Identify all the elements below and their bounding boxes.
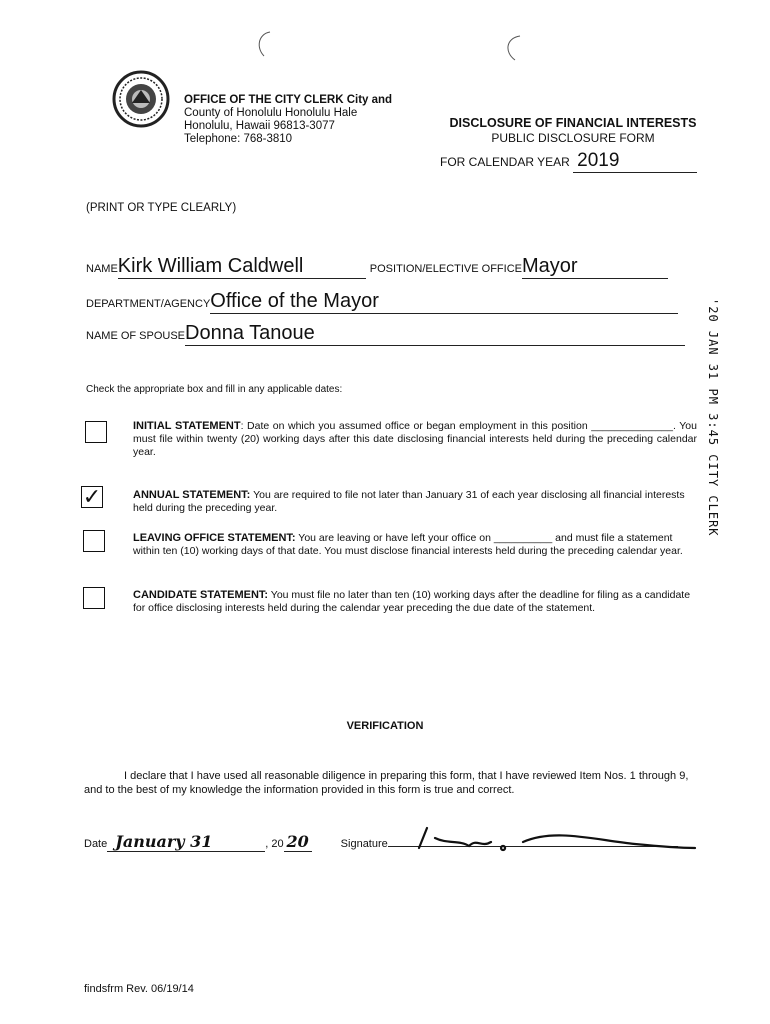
signature-scrawl-icon [405, 818, 705, 858]
scan-marks-icon [240, 24, 540, 64]
year-field[interactable] [284, 832, 312, 852]
print-note: (PRINT OR TYPE CLEARLY) [86, 202, 237, 214]
office-line-3: Honolulu, Hawaii 96813-3077 [184, 120, 335, 132]
form-title: DISCLOSURE OF FINANCIAL INTERESTS [449, 116, 697, 130]
office-line-4: Telephone: 768-3810 [184, 133, 293, 145]
candidate-statement-checkbox[interactable] [83, 587, 105, 609]
department-label: DEPARTMENT/AGENCY [86, 298, 211, 310]
spouse-row [86, 322, 698, 346]
leaving-office-checkbox[interactable] [83, 530, 105, 552]
initial-statement-text: INITIAL STATEMENT: Date on which you assumed office or began employment in this position ______________. You must file within twenty (20) working days after this date disclosing financial interests held during the preceding calendar year. [133, 420, 697, 458]
position-field[interactable]: Mayor [522, 255, 668, 279]
initial-statement-title: INITIAL STATEMENT [133, 420, 241, 432]
leaving-office-title: LEAVING OFFICE STATEMENT: [133, 532, 296, 544]
department-row [86, 290, 698, 314]
date-label: Date [84, 838, 108, 850]
candidate-statement-title: CANDIDATE STATEMENT: [133, 589, 269, 601]
check-mark-icon: ✓ [82, 484, 102, 509]
year-handwritten: 20 [286, 832, 309, 851]
office-line-1: OFFICE OF THE CITY CLERK City and [184, 94, 393, 106]
form-title-block [430, 116, 716, 146]
calendar-year-label: FOR CALENDAR YEAR [440, 155, 570, 169]
initial-statement-body: Date on which you assumed office or began employment in this position ______________. You must file within twenty (20) working days after this date disclosing financial interests held during the preceding calendar year. [133, 420, 697, 458]
name-label: NAME [86, 263, 118, 275]
department-field[interactable]: Office of the Mayor [210, 290, 678, 314]
form-subtitle: PUBLIC DISCLOSURE FORM [491, 131, 655, 145]
spouse-field[interactable]: Donna Tanoue [185, 322, 685, 346]
annual-statement-text [133, 489, 693, 515]
calendar-year-row [440, 150, 697, 173]
leaving-office-text [133, 532, 693, 558]
annual-statement-title: ANNUAL STATEMENT: [133, 489, 251, 501]
issuing-office-address [184, 94, 392, 146]
candidate-statement-text [133, 589, 695, 615]
date-handwritten: January 31 [115, 832, 213, 851]
city-seal-icon [112, 70, 170, 128]
candidate-statement-body: You must file no later than ten (10) working days after the deadline for filing as a candidate for office disclosing interests held during the calendar year preceding the due date of the statement. [133, 589, 691, 614]
position-label: POSITION/ELECTIVE OFFICE [369, 263, 522, 275]
signature-label: Signature [340, 838, 388, 850]
annual-statement-checkbox[interactable] [81, 486, 103, 508]
calendar-year-field[interactable]: 2019 [573, 150, 697, 173]
name-field[interactable]: Kirk William Caldwell [118, 255, 366, 279]
spouse-label: NAME OF SPOUSE [86, 330, 186, 342]
verification-declaration: I declare that I have used all reasonable diligence in preparing this form, that I have reviewed Item Nos. 1 through 9, and to the best of my knowledge the information provided in this form is true and correct. [84, 770, 689, 796]
leaving-office-body: You are leaving or have left your office on __________ and must file a statement within ten (10) working days of that date. You must disclose financial interests held during the preceding calendar year. [133, 532, 683, 557]
verification-heading: VERIFICATION [346, 720, 424, 732]
annual-statement-body: You are required to file not later than January 31 of each year disclosing all financial interests held during the preceding year. [133, 489, 685, 514]
instructions-text: Check the appropriate box and fill in any applicable dates: [86, 384, 343, 395]
year-prefix: , 20 [265, 838, 284, 850]
date-field[interactable] [107, 832, 265, 852]
received-stamp: '20 JAN 31 PM 3:45 CITY CLERK [706, 298, 720, 537]
initial-statement-checkbox[interactable] [85, 421, 107, 443]
name-position-row [86, 255, 698, 279]
form-revision-footer: findsfrm Rev. 06/19/14 [84, 983, 194, 995]
office-line-2: County of Honolulu Honolulu Hale [184, 107, 358, 119]
